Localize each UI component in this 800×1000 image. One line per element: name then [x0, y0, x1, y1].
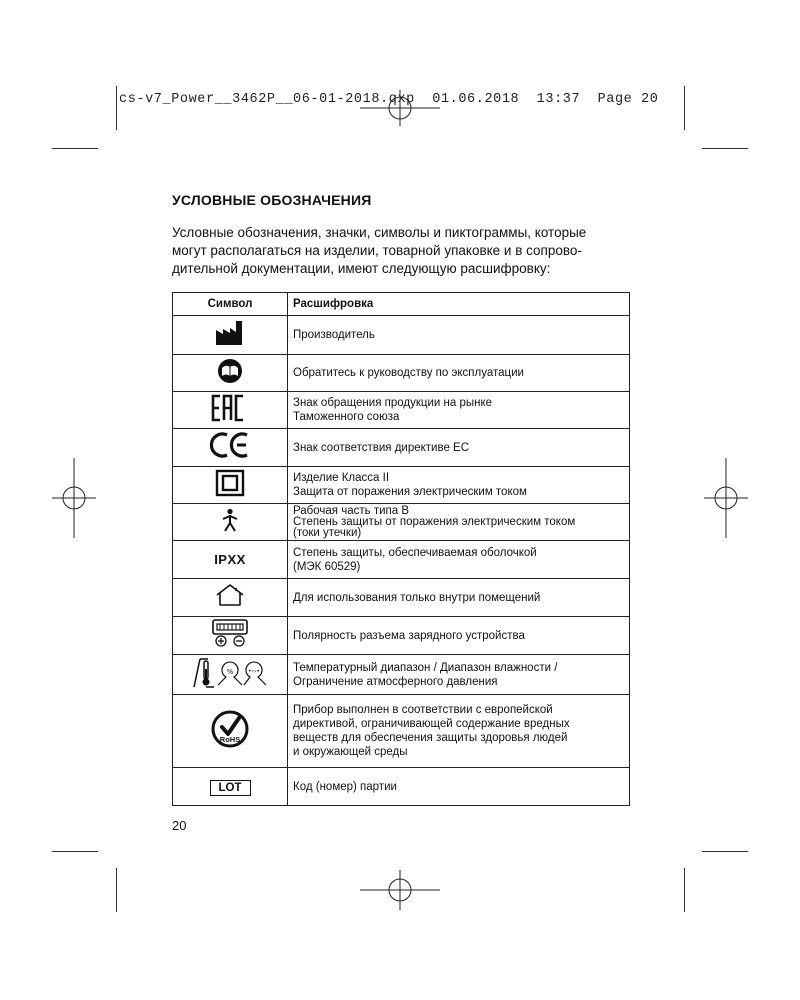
symbol-cell	[173, 504, 288, 541]
crop-mark	[702, 148, 748, 149]
symbol-cell	[173, 617, 288, 655]
indoor-use-icon	[215, 583, 245, 607]
crop-mark	[684, 868, 685, 912]
table-row	[173, 355, 630, 392]
table-row	[173, 392, 630, 429]
description-cell: Рабочая часть типа В Степень защиты от поражения электрическим током (токи утечки)	[288, 504, 630, 541]
symbols-table	[172, 292, 630, 806]
crop-mark	[116, 86, 117, 130]
description-cell: Прибор выполнен в соответствии с европейской директивой, ограничивающей содержание вредных веществ для обеспечения защиты здоровья людей и окружающей среды	[288, 695, 630, 768]
table-row	[173, 541, 630, 579]
symbol-cell	[173, 467, 288, 504]
table-row	[173, 768, 630, 806]
symbol-cell	[173, 392, 288, 429]
symbol-cell	[173, 579, 288, 617]
crop-mark	[684, 86, 685, 130]
registration-mark-icon	[704, 458, 748, 538]
lot-label: LOT	[210, 780, 251, 796]
table-header-row	[173, 293, 630, 316]
page-title: УСЛОВНЫЕ ОБОЗНАЧЕНИЯ	[172, 192, 372, 208]
rohs-icon	[210, 709, 250, 749]
table-row	[173, 655, 630, 695]
page-number: 20	[172, 818, 187, 833]
ce-mark-icon	[209, 432, 251, 458]
table-row	[173, 579, 630, 617]
table-row	[173, 467, 630, 504]
svg-text:•‹›•: •‹›•	[248, 668, 260, 675]
table-row	[173, 504, 630, 541]
description-cell: Код (номер) партии	[288, 768, 630, 806]
intro-paragraph	[172, 224, 642, 278]
table-row	[173, 617, 630, 655]
svg-text:%: %	[226, 668, 234, 676]
description-cell: Температурный диапазон / Диапазон влажности / Ограничение атмосферного давления	[288, 655, 630, 695]
description-cell: Знак обращения продукции на рынке Таможенного союза	[288, 392, 630, 429]
symbol-cell	[173, 355, 288, 392]
symbol-cell	[173, 768, 288, 806]
description-cell: Обратитесь к руководству по эксплуатации	[288, 355, 630, 392]
crop-mark	[116, 868, 117, 912]
symbol-cell	[173, 695, 288, 768]
type-b-applied-part-icon	[220, 508, 240, 532]
table-row	[173, 316, 630, 355]
symbol-cell	[173, 429, 288, 467]
table-row	[173, 429, 630, 467]
class-ii-icon	[215, 469, 245, 497]
symbol-cell	[173, 316, 288, 355]
description-cell: Полярность разъема зарядного устройства	[288, 617, 630, 655]
intro-line: могут располагаться на изделии, товарной упаковке и в сопрово-	[172, 243, 582, 258]
printer-slug-line: cs-v7_Power__3462P__06-01-2018.qxp 01.06.2018 13:37 Page 20	[119, 92, 659, 107]
intro-line: дительной документации, имеют следующую расшифровку:	[172, 261, 551, 276]
consult-manual-icon	[215, 358, 245, 384]
description-cell: Для использования только внутри помещений	[288, 579, 630, 617]
rohs-label: RoHS	[219, 734, 241, 744]
crop-mark	[52, 851, 98, 852]
registration-mark-icon	[52, 458, 96, 538]
registration-mark-icon	[360, 90, 440, 126]
eac-mark-icon	[210, 394, 250, 422]
header-symbol: Символ	[173, 293, 288, 316]
header-description: Расшифровка	[288, 293, 630, 316]
manufacturer-icon	[215, 320, 245, 346]
description-cell: Знак соответствия директиве ЕС	[288, 429, 630, 467]
description-cell: Изделие Класса II Защита от поражения электрическим током	[288, 467, 630, 504]
description-cell: Степень защиты, обеспечиваемая оболочкой (МЭК 60529)	[288, 541, 630, 579]
crop-mark	[52, 148, 98, 149]
crop-mark	[702, 851, 748, 852]
table-row	[173, 695, 630, 768]
charger-polarity-icon	[210, 618, 250, 648]
registration-mark-icon	[360, 870, 440, 910]
symbol-cell	[173, 541, 288, 579]
temperature-humidity-pressure-icon	[190, 655, 270, 689]
description-cell: Производитель	[288, 316, 630, 355]
ipxx-label: IPXX	[214, 551, 246, 567]
intro-line: Условные обозначения, значки, символы и пиктограммы, которые	[172, 225, 587, 240]
symbol-cell	[173, 655, 288, 695]
